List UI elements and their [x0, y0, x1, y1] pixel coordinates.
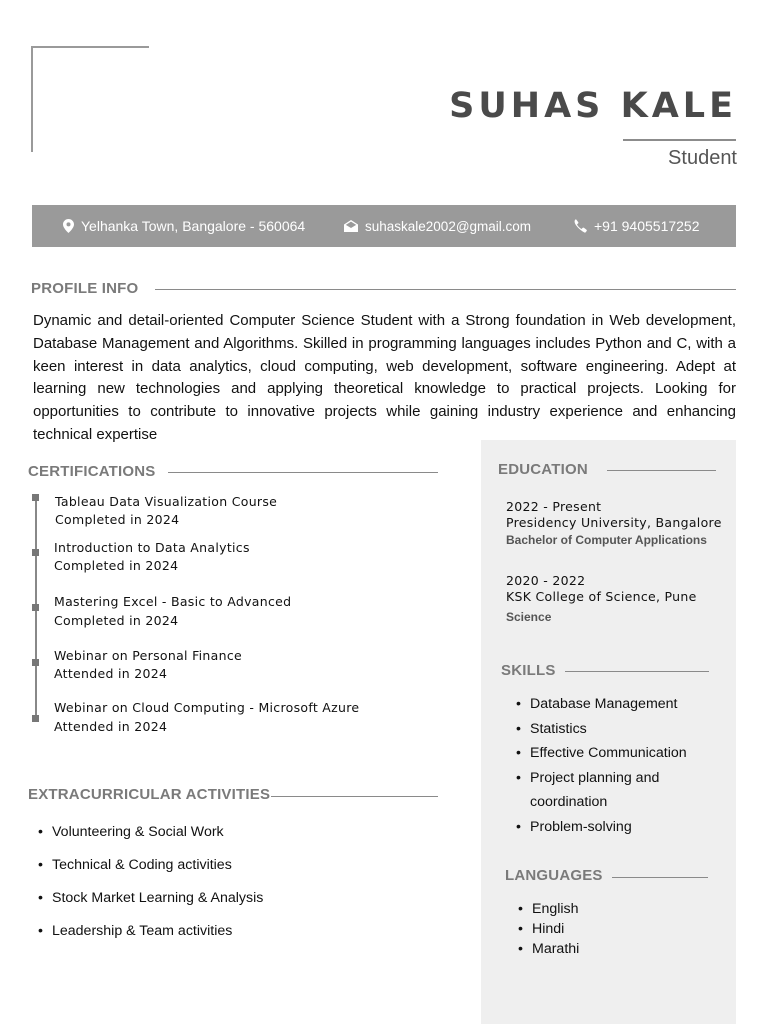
- education-heading-rule: [607, 470, 716, 471]
- education-school: KSK College of Science, Pune: [506, 589, 697, 604]
- timeline-marker: [32, 715, 39, 722]
- timeline-marker: [32, 659, 39, 666]
- education-school: Presidency University, Bangalore: [506, 515, 722, 530]
- cert-status: Completed in 2024: [54, 613, 179, 628]
- list-item: • Technical & Coding activities: [52, 857, 263, 890]
- certifications-heading-rule: [168, 472, 438, 473]
- list-item: • Marathi: [532, 939, 579, 959]
- profile-summary: Dynamic and detail-oriented Computer Science Student with a Strong foundation in Web development, Database Management and Algorithms. Skilled in programming languages includes Python and C, with a keen interest in data analytics, cloud computing, web development, software engineering. Adept at learning new technologies and applying theoretical knowledge to practical projects. Looking for opportunities to contribute to innovative projects while gaining industry experience and enhancing technical expertise: [33, 312, 736, 443]
- phone-text[interactable]: +91 9405517252: [594, 218, 700, 234]
- candidate-role: Student: [668, 147, 737, 169]
- location-text: Yelhanka Town, Bangalore - 560064: [81, 218, 306, 234]
- activities-list: [52, 824, 263, 956]
- certifications-heading: CERTIFICATIONS: [28, 463, 156, 480]
- languages-heading: LANGUAGES: [505, 867, 603, 884]
- list-item: • Volunteering & Social Work: [52, 824, 263, 857]
- email-text[interactable]: suhaskale2002@gmail.com: [365, 218, 532, 234]
- candidate-name: SUHAS KALE: [449, 86, 737, 126]
- list-item: • Effective Communication: [530, 741, 720, 766]
- timeline-marker: [32, 549, 39, 556]
- timeline-marker: [32, 494, 39, 501]
- activities-heading-rule: [271, 796, 438, 797]
- list-item: • Statistics: [530, 717, 720, 742]
- skills-list: [530, 692, 720, 839]
- list-item: • Problem-solving: [530, 815, 720, 840]
- cert-title: Webinar on Personal Finance: [54, 648, 242, 663]
- contact-phone[interactable]: [573, 205, 700, 247]
- languages-heading-rule: [612, 877, 708, 878]
- cert-title: Webinar on Cloud Computing - Microsoft Azure: [54, 700, 360, 715]
- education-years: 2020 - 2022: [506, 573, 586, 588]
- profile-heading: PROFILE INFO: [31, 280, 139, 297]
- corner-bracket-left: [31, 46, 33, 152]
- envelope-icon: [344, 220, 358, 232]
- cert-status: Attended in 2024: [54, 666, 168, 681]
- education-degree: Bachelor of Computer Applications: [506, 533, 707, 547]
- timeline-marker: [32, 604, 39, 611]
- location-pin-icon: [63, 219, 74, 233]
- contact-location: [63, 205, 305, 247]
- education-heading: EDUCATION: [498, 461, 588, 478]
- contact-bar: [32, 205, 736, 247]
- contact-email[interactable]: [344, 205, 531, 247]
- list-item: • English: [532, 899, 579, 919]
- corner-bracket-top: [31, 46, 149, 48]
- languages-list: [532, 899, 579, 959]
- education-degree: Science: [506, 610, 552, 624]
- list-item: • Hindi: [532, 919, 579, 939]
- activities-heading: EXTRACURRICULAR ACTIVITIES: [28, 786, 271, 803]
- cert-title: Tableau Data Visualization Course: [55, 494, 278, 509]
- education-years: 2022 - Present: [506, 499, 602, 514]
- list-item: • Leadership & Team activities: [52, 923, 263, 956]
- skills-heading-rule: [565, 671, 709, 672]
- name-divider: [623, 139, 736, 141]
- cert-status: Attended in 2024: [54, 719, 168, 734]
- list-item: • Stock Market Learning & Analysis: [52, 890, 263, 923]
- profile-heading-rule: [155, 289, 736, 290]
- cert-status: Completed in 2024: [55, 512, 180, 527]
- cert-status: Completed in 2024: [54, 558, 179, 573]
- list-item: • Project planning and coordination: [530, 766, 680, 815]
- cert-title: Introduction to Data Analytics: [54, 540, 250, 555]
- skills-heading: SKILLS: [501, 662, 556, 679]
- list-item: • Database Management: [530, 692, 720, 717]
- phone-icon: [573, 219, 587, 233]
- cert-title: Mastering Excel - Basic to Advanced: [54, 594, 292, 609]
